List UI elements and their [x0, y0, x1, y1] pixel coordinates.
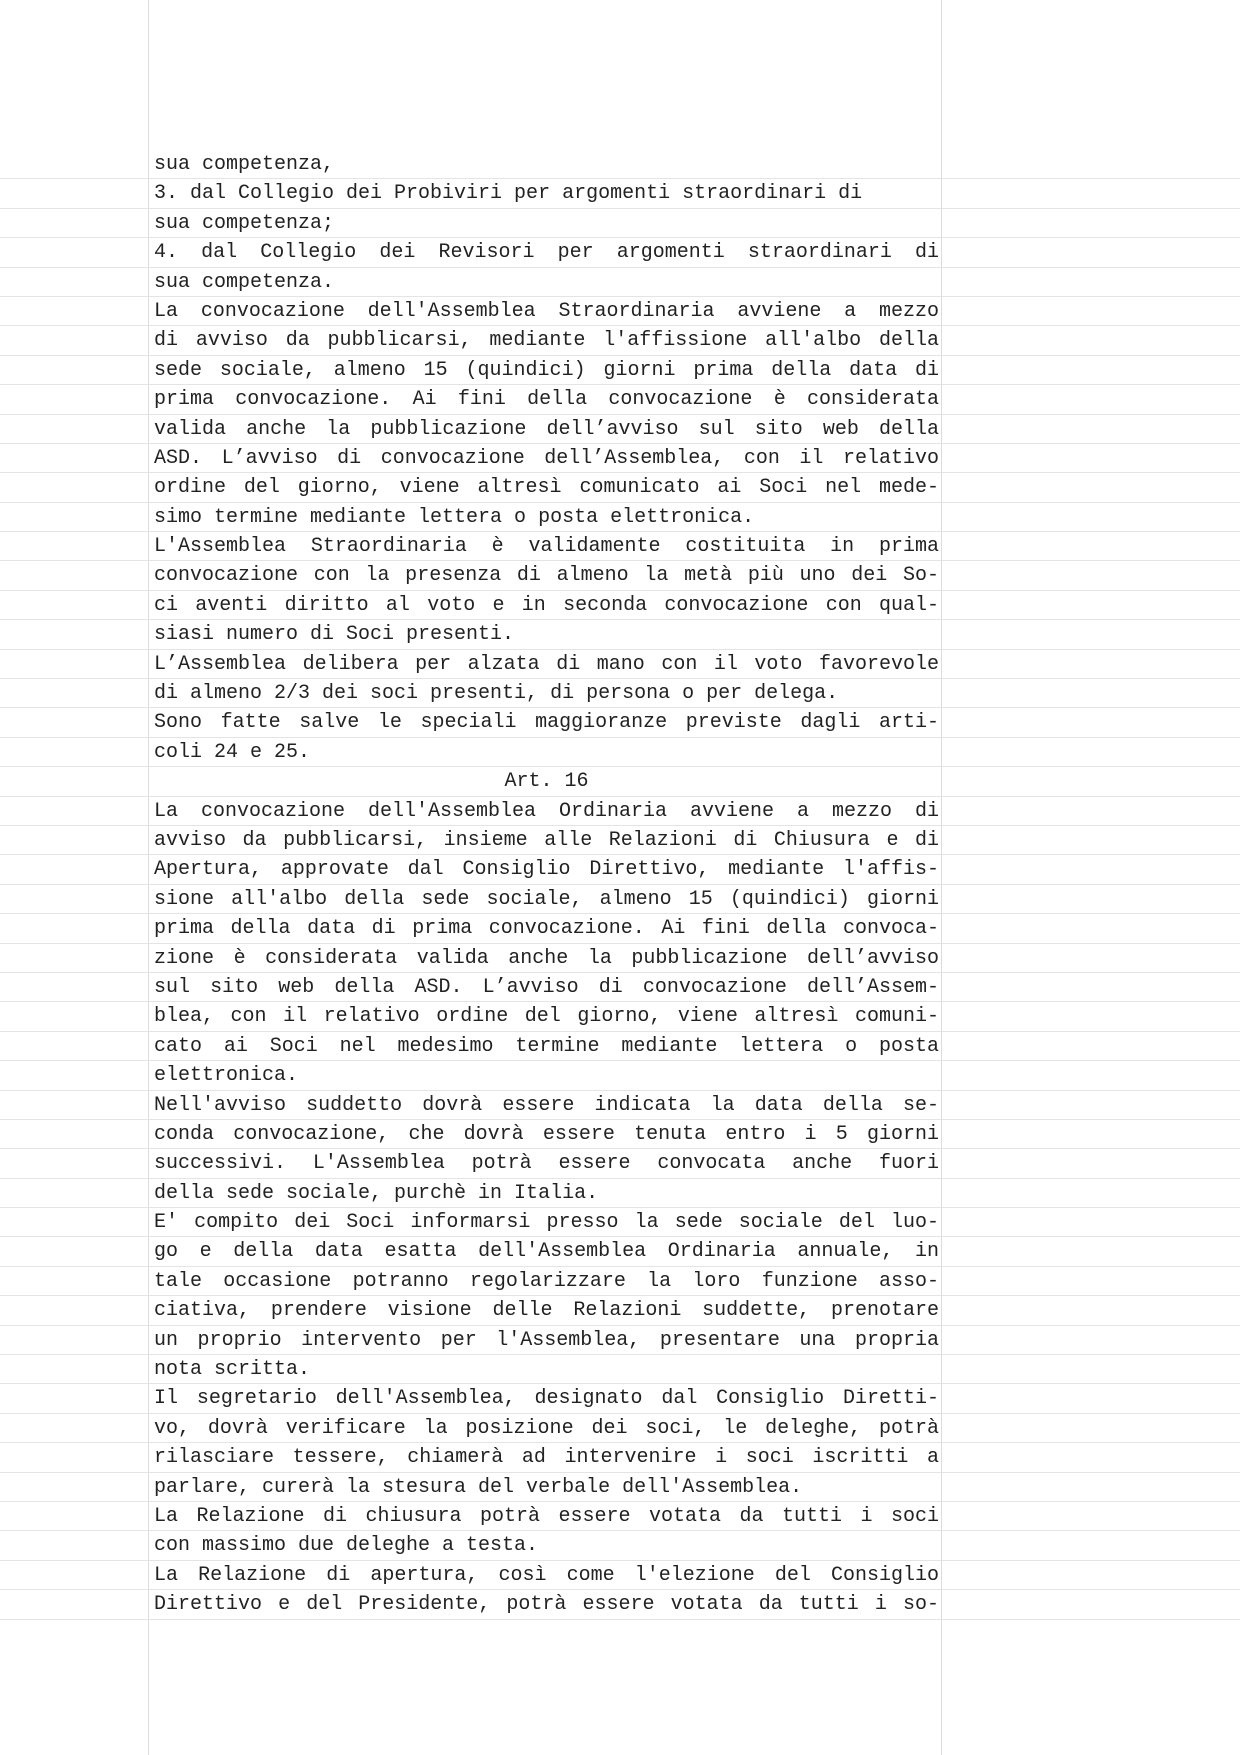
- line-text: sua competenza,: [154, 153, 335, 176]
- text-line: [0, 1414, 1240, 1443]
- line-text: E' compito dei Soci informarsi presso la sede sociale del luo-: [154, 1211, 939, 1235]
- line-text: Nell'avviso suddetto dovrà essere indicata la data della se-: [154, 1093, 939, 1117]
- line-text: sede sociale, almeno 15 (quindici) giorni prima della data di: [154, 358, 939, 382]
- line-text: 3. dal Collegio dei Probiviri per argomenti straordinari di: [154, 182, 863, 206]
- text-line: [0, 238, 1240, 267]
- line-text: sua competenza.: [154, 270, 335, 294]
- text-line: [0, 738, 1240, 767]
- line-text: La convocazione dell'Assemblea Ordinaria avviene a mezzo di: [154, 799, 939, 823]
- text-line: [0, 473, 1240, 502]
- text-line: [0, 532, 1240, 561]
- text-line: [0, 708, 1240, 737]
- text-line: [0, 826, 1240, 855]
- text-line: [0, 973, 1240, 1002]
- text-line: [0, 268, 1240, 297]
- line-text: rilasciare tessere, chiamerà ad intervenire i soci iscritti a: [154, 1446, 939, 1470]
- line-text: sua competenza;: [154, 211, 335, 235]
- line-text: tale occasione potranno regolarizzare la loro funzione asso-: [154, 1269, 939, 1293]
- line-text: della sede sociale, purchè in Italia.: [154, 1181, 599, 1205]
- line-text: coli 24 e 25.: [154, 740, 311, 764]
- text-line: [0, 1502, 1240, 1531]
- line-text: vo, dovrà verificare la posizione dei soci, le deleghe, potrà: [154, 1416, 939, 1440]
- text-line: [0, 209, 1240, 238]
- line-text: Apertura, approvate dal Consiglio Direttivo, mediante l'affis-: [154, 858, 939, 882]
- text-line: [0, 855, 1240, 884]
- text-line: [0, 797, 1240, 826]
- text-line: [0, 150, 1240, 179]
- text-line: [0, 444, 1240, 473]
- text-line: [0, 591, 1240, 620]
- text-line: [0, 885, 1240, 914]
- line-text: La Relazione di chiusura potrà essere votata da tutti i soci: [154, 1504, 939, 1528]
- line-text: L'Assemblea Straordinaria è validamente costituita in prima: [154, 535, 939, 559]
- text-line: [0, 1002, 1240, 1031]
- line-text: con massimo due deleghe a testa.: [154, 1534, 539, 1558]
- line-text: siasi numero di Soci presenti.: [154, 623, 515, 647]
- text-line: [0, 1326, 1240, 1355]
- text-line: [0, 1179, 1240, 1208]
- line-text: di avviso da pubblicarsi, mediante l'affissione all'albo della: [154, 329, 939, 353]
- text-line: [0, 914, 1240, 943]
- line-text: Sono fatte salve le speciali maggioranze previste dagli arti-: [154, 711, 939, 735]
- line-text: ci aventi diritto al voto e in seconda convocazione con qual-: [154, 593, 939, 617]
- text-line: [0, 1443, 1240, 1472]
- line-text: blea, con il relativo ordine del giorno, viene altresì comuni-: [154, 1005, 939, 1029]
- text-body: [0, 150, 1240, 1620]
- text-line: [0, 944, 1240, 973]
- line-text: zione è considerata valida anche la pubblicazione dell’avviso: [154, 946, 939, 970]
- line-text: ASD. L’avviso di convocazione dell’Assemblea, con il relativo: [154, 446, 939, 470]
- text-line: [0, 1590, 1240, 1619]
- text-line: [0, 179, 1240, 208]
- line-text: L’Assemblea delibera per alzata di mano con il voto favorevole: [154, 652, 939, 676]
- line-text: go e della data esatta dell'Assemblea Ordinaria annuale, in: [154, 1240, 939, 1264]
- text-line: [0, 1120, 1240, 1149]
- text-line: [0, 679, 1240, 708]
- line-text: 4. dal Collegio dei Revisori per argomenti straordinari di: [154, 241, 939, 265]
- text-line: [0, 1061, 1240, 1090]
- line-text: prima convocazione. Ai fini della convocazione è considerata: [154, 388, 939, 412]
- text-line: [0, 1384, 1240, 1413]
- text-line: [0, 650, 1240, 679]
- text-line: [0, 326, 1240, 355]
- text-line: [0, 415, 1240, 444]
- text-line: [0, 1296, 1240, 1325]
- line-text: Il segretario dell'Assemblea, designato dal Consiglio Diretti-: [154, 1387, 939, 1411]
- line-text: sul sito web della ASD. L’avviso di convocazione dell’Assem-: [154, 975, 939, 999]
- text-line: [0, 1267, 1240, 1296]
- line-text: un proprio intervento per l'Assemblea, presentare una propria: [154, 1328, 939, 1352]
- text-line: [0, 385, 1240, 414]
- line-text: cato ai Soci nel medesimo termine mediante lettera o posta: [154, 1034, 939, 1058]
- line-text: ciativa, prendere visione delle Relazioni suddette, prenotare: [154, 1299, 939, 1323]
- line-text: simo termine mediante lettera o posta elettronica.: [154, 505, 755, 529]
- text-line: [0, 503, 1240, 532]
- line-text: convocazione con la presenza di almeno la metà più uno dei So-: [154, 564, 939, 588]
- text-line: [0, 561, 1240, 590]
- line-text: sione all'albo della sede sociale, almeno 15 (quindici) giorni: [154, 887, 939, 911]
- text-line: [0, 1237, 1240, 1266]
- text-line: [0, 1091, 1240, 1120]
- text-line: [0, 1149, 1240, 1178]
- line-text: prima della data di prima convocazione. Ai fini della convoca-: [154, 917, 939, 941]
- text-line: [0, 767, 1240, 796]
- line-text: parlare, curerà la stesura del verbale dell'Assemblea.: [154, 1475, 803, 1499]
- article-heading: Art. 16: [504, 770, 589, 794]
- text-line: [0, 297, 1240, 326]
- line-text: avviso da pubblicarsi, insieme alle Relazioni di Chiusura e di: [154, 828, 939, 852]
- line-text: successivi. L'Assemblea potrà essere convocata anche fuori: [154, 1152, 939, 1176]
- text-line: [0, 1208, 1240, 1237]
- line-text: ordine del giorno, viene altresì comunicato ai Soci nel mede-: [154, 476, 939, 500]
- line-text: La Relazione di apertura, così come l'elezione del Consiglio: [154, 1563, 939, 1587]
- line-text: di almeno 2/3 dei soci presenti, di persona o per delega.: [154, 682, 839, 706]
- line-text: La convocazione dell'Assemblea Straordinaria avviene a mezzo: [154, 299, 939, 323]
- text-line: [0, 1355, 1240, 1384]
- line-text: Direttivo e del Presidente, potrà essere votata da tutti i so-: [154, 1593, 939, 1617]
- line-text: valida anche la pubblicazione dell’avviso sul sito web della: [154, 417, 939, 441]
- line-text: nota scritta.: [154, 1358, 311, 1382]
- text-line: [0, 1473, 1240, 1502]
- text-line: [0, 1561, 1240, 1590]
- text-line: [0, 620, 1240, 649]
- text-line: [0, 1531, 1240, 1560]
- line-text: elettronica.: [154, 1064, 299, 1088]
- line-text: conda convocazione, che dovrà essere tenuta entro i 5 giorni: [154, 1122, 939, 1146]
- text-line: [0, 1032, 1240, 1061]
- text-line: [0, 356, 1240, 385]
